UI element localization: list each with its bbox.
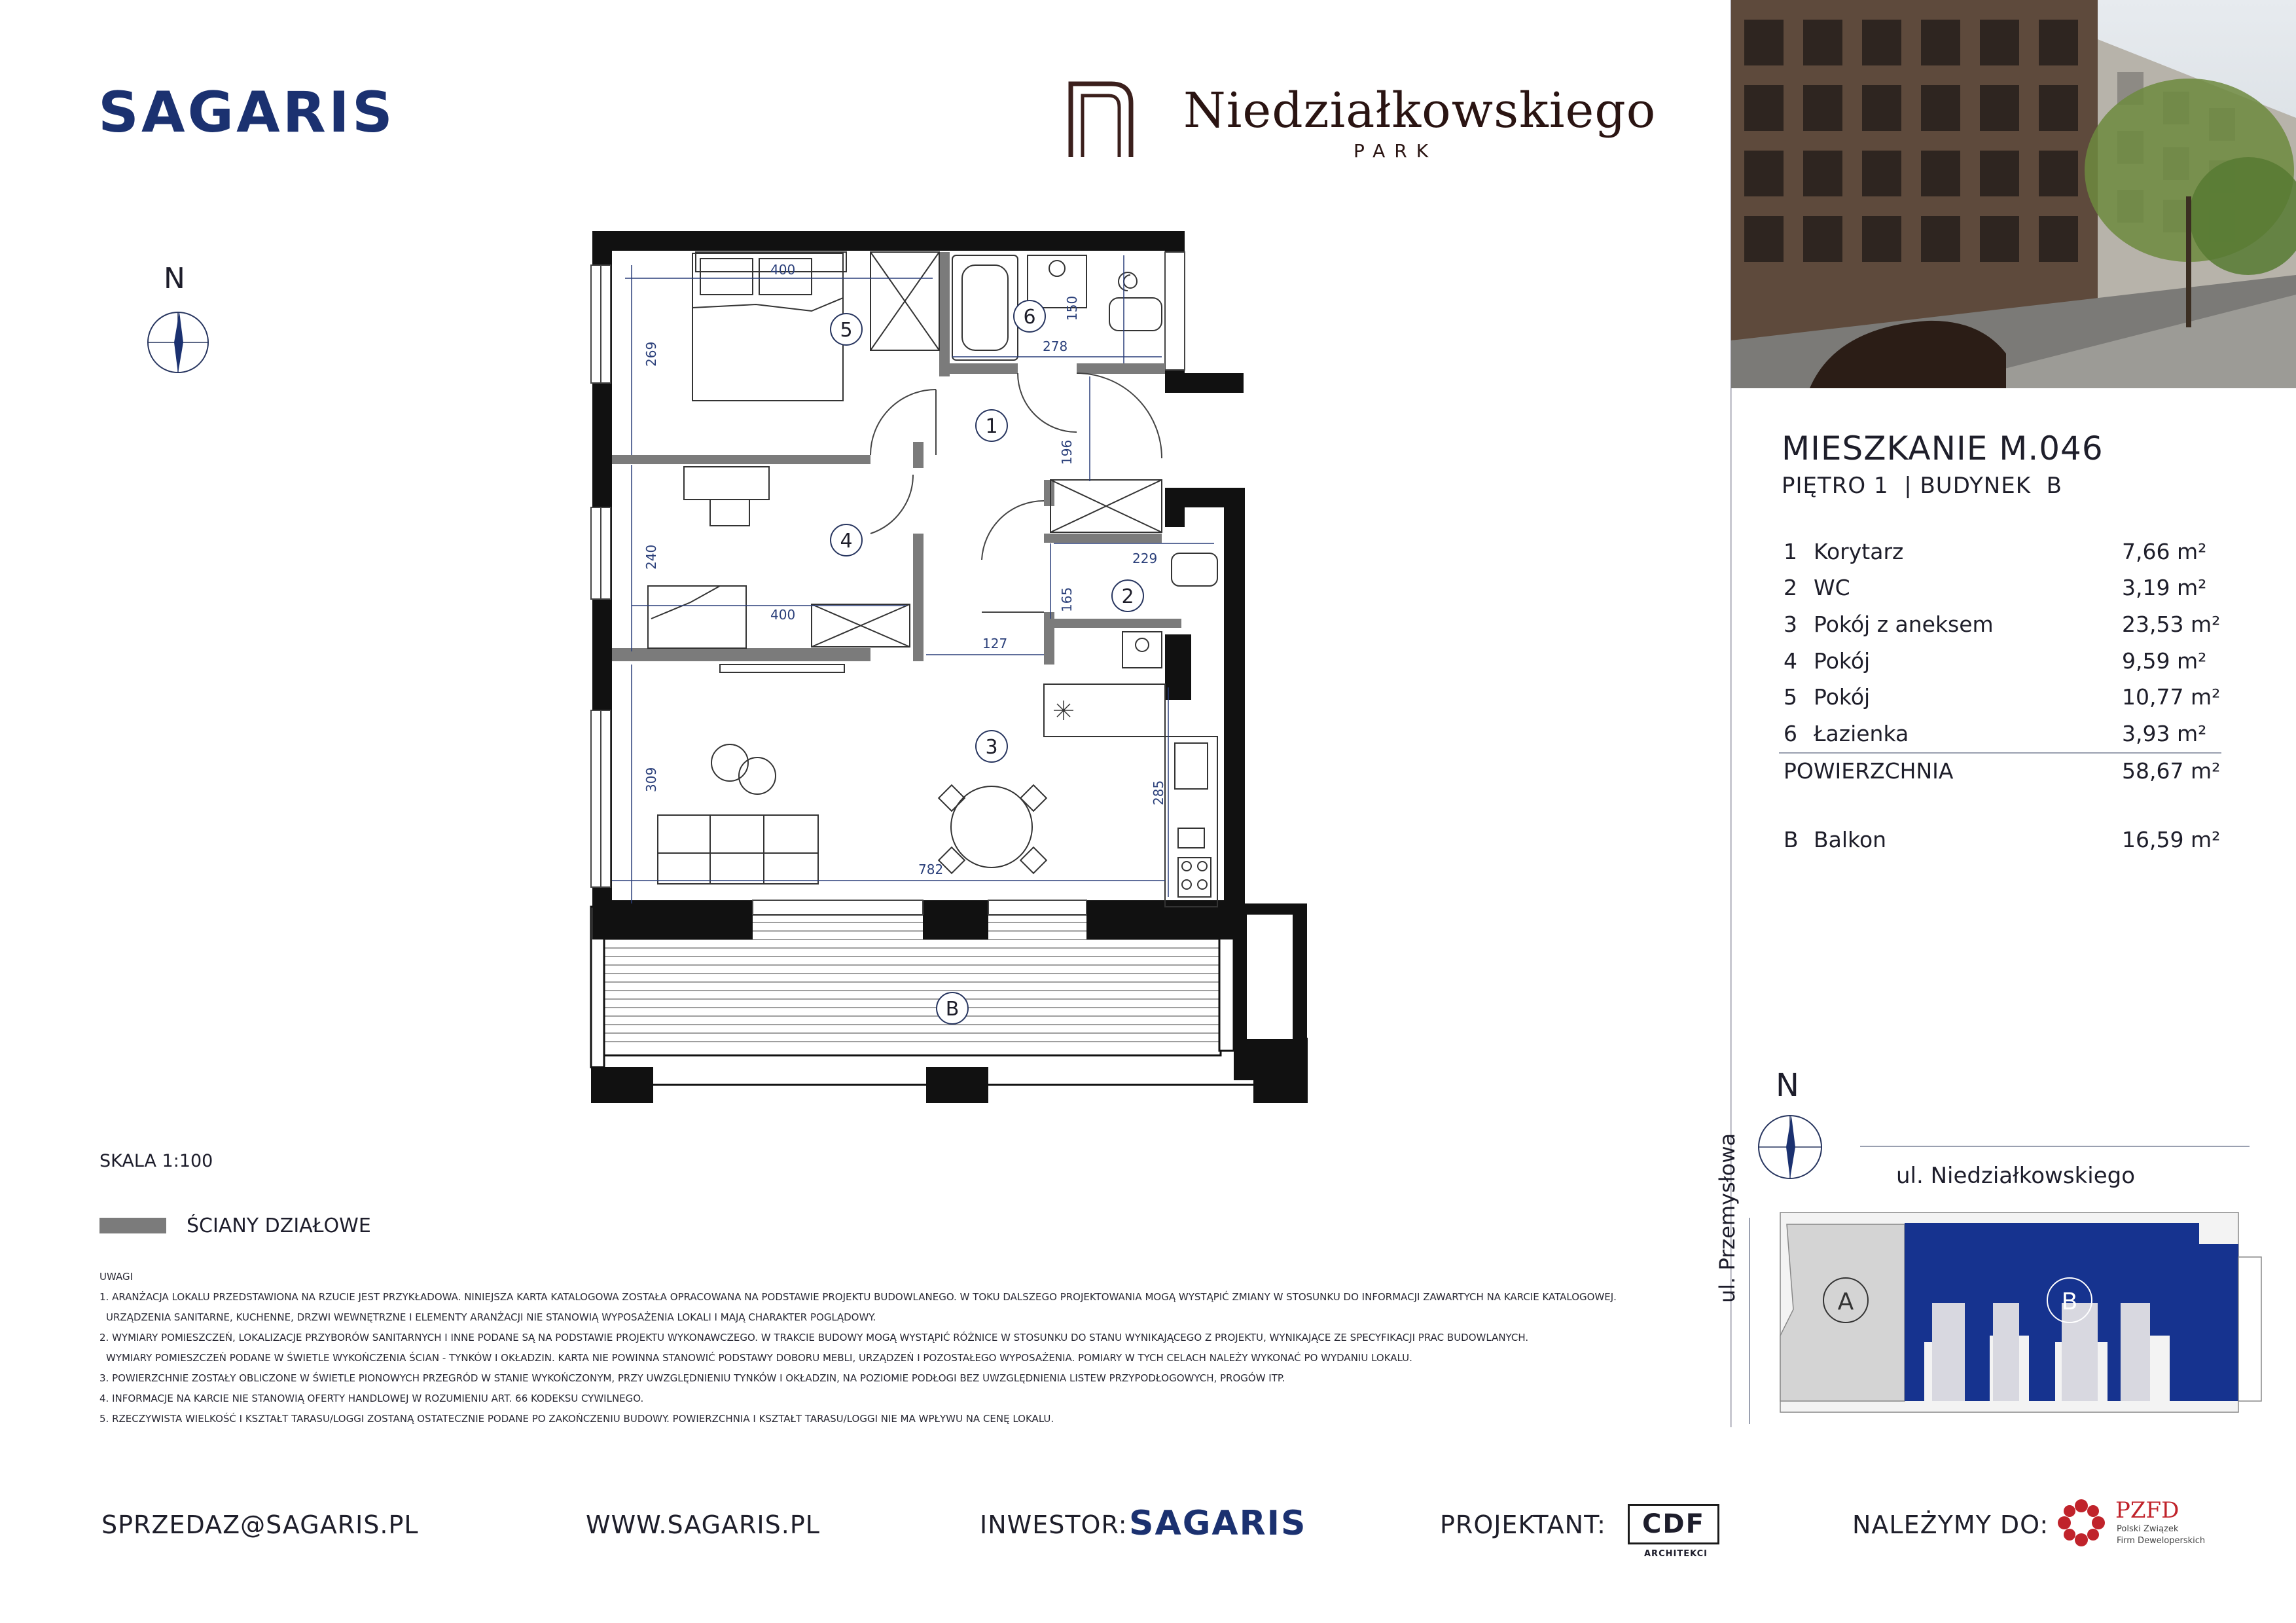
notes-title: UWAGI [99,1271,134,1283]
svg-text:6: 6 [1023,306,1036,329]
dimension-labels [643,262,1166,877]
svg-text:2: 2 [1121,585,1134,608]
scale-label: SKALA 1:100 [99,1151,213,1171]
svg-text:278: 278 [1043,338,1068,354]
room-area: 23,53 m² [2122,611,2221,637]
site-north-label: N [1776,1067,1799,1104]
total-area: 58,67 m² [2122,758,2221,784]
svg-text:400: 400 [770,607,796,623]
room-area: 3,19 m² [2122,575,2207,600]
project-logo [1066,77,1657,162]
svg-text:269: 269 [643,341,659,367]
note-line: 4. INFORMACJE NA KARCIE NIE STANOWIĄ OFERTY HANDLOWEJ W ROZUMIENIU ART. 66 KODEKSU CYWILNEGO. [99,1393,644,1404]
site-map [1767,1205,2284,1421]
svg-text:285: 285 [1151,780,1166,805]
svg-text:3: 3 [985,736,998,759]
site-road-line [1860,1146,2250,1147]
site-road-left-line [1749,1218,1750,1424]
svg-text:1: 1 [985,415,998,438]
sagaris-logo[interactable]: SAGARIS [98,80,395,145]
room-number: 5 [1784,684,1797,710]
note-line: 2. WYMIARY POMIESZCZEŃ, LOKALIZACJE PRZYBORÓW SANITARNYCH I INNE PODANE SĄ NA PODSTAWIE PROJEKTU WYKONAWCZEGO. W TRAKCIE BUDOWY MOGĄ WYSTĄPIĆ RÓŻNICE W STOSUNKU DO STANU WYNIKAJĄCEGO Z PROJEKTU, WYNIKAJĄCE ZE SPECYFIKACJI PRAC BUDOWLANYCH. [99,1332,1529,1343]
room-name: WC [1814,575,1850,600]
pzfd-logo-text: PZFD [2115,1497,2179,1523]
note-line: 3. POWIERZCHNIE ZOSTAŁY OBLICZONE W ŚWIETLE PIONOWYCH PRZEGRÓD W STANIE WYKOŃCZONYM, PRZY UWZGLĘDNIENIU TYNKÓW I OKŁADZIN, NA POZIOMIE PODŁOGI BEZ UWZGLĘDNIENIA LISTEW PRZYPODŁOGOWYCH, PROGÓW ITP. [99,1372,1285,1384]
balcony-name: Balkon [1814,827,1887,852]
apartment-subtitle: PIĘTRO 1 | BUDYNEK B [1782,473,2062,499]
svg-text:309: 309 [643,767,659,792]
room-area: 10,77 m² [2122,684,2221,710]
svg-text:127: 127 [982,636,1008,651]
building-photo [1731,0,2296,388]
room-name: Pokój [1814,684,1871,710]
room-number: 1 [1784,539,1797,564]
kitchen [1044,684,1217,907]
svg-text:196: 196 [1059,439,1075,465]
street-left-label: ul. Przemysłowa [1715,1133,1740,1303]
note-line: URZĄDZENIA SANITARNE, KUCHENNE, DRZWI WEWNĘTRZNE I ELEMENTY ARANŻACJI NIE STANOWIĄ WYPOSAŻENIA LOKALI I MAJĄ CHARAKTER POGLĄDOWY. [106,1311,876,1323]
pzfd-emblem-icon [2055,1497,2108,1549]
room-area: 3,93 m² [2122,721,2207,746]
email-link[interactable]: SPRZEDAZ@SAGARIS.PL [101,1510,419,1539]
building-b-label: B [2061,1288,2078,1315]
svg-text:B: B [945,998,960,1021]
walls-legend-label: ŚCIANY DZIAŁOWE [187,1214,371,1237]
designer-label: PROJEKTANT: [1440,1510,1606,1539]
room-name: Pokój z aneksem [1814,611,1994,637]
room-area: 9,59 m² [2122,648,2207,674]
note-line: 1. ARANŻACJA LOKALU PRZEDSTAWIONA NA RZUCIE JEST PRZYKŁADOWA. NINIEJSZA KARTA KATALOGOWA ZOSTAŁA OPRACOWANA NA PODSTAWIE PROJEKTU BUDOWLANEGO. W TOKU DALSZEGO PROJEKTOWANIA MOGĄ WYSTĄPIĆ ZMIANY W STOSUNKU DO INFORMACJI ZAWARTYCH NA KARCIE KATALOGOWEJ. [99,1291,1617,1303]
svg-text:400: 400 [770,262,796,278]
balcony-no: B [1784,827,1799,852]
floor-plan [586,226,1312,1106]
room-number: 6 [1784,721,1797,746]
svg-text:150: 150 [1064,295,1080,321]
bed-room-5 [692,252,939,401]
street-top-label: ul. Niedziałkowskiego [1896,1163,2136,1189]
svg-text:782: 782 [918,862,944,877]
room-name: Łazienka [1814,721,1909,746]
svg-text:5: 5 [840,319,853,342]
member-label: NALEŻYMY DO: [1852,1510,2049,1539]
designer-logo-sub: ARCHITEKCI [1644,1549,1708,1559]
plan-compass-icon [145,310,211,375]
project-name: Niedziałkowskiego [1183,82,1657,139]
investor-logo: SAGARIS [1129,1504,1307,1543]
svg-text:229: 229 [1132,551,1158,566]
note-line: WYMIARY POMIESZCZEŃ PODANE W ŚWIETLE WYKOŃCZENIA ŚCIAN - TYNKÓW I OKŁADZIN. KARTA NIE POWINNA STANOWIĆ PODSTAWY DOBORU MEBLI, URZĄDZEŃ I POZOSTAŁEGO WYPOSAŻENIA. POMIARY W TYCH CELACH NALEŻY WYKONAĆ PO WYDANIU LOKALU. [106,1352,1412,1364]
total-divider [1779,752,2221,754]
project-subname: PARK [1354,140,1438,162]
room-name: Pokój [1814,648,1871,674]
pzfd-logo-sub1: Polski Związek [2117,1524,2179,1534]
svg-text:4: 4 [840,530,853,553]
plan-north-label: N [164,262,185,295]
apartment-title: MIESZKANIE M.046 [1782,429,2104,467]
room-number: 4 [1784,648,1797,674]
project-logo-mark-icon [1066,77,1138,162]
note-line: 5. RZECZYWISTA WIELKOŚĆ I KSZTAŁT TARASU/LOGGI ZOSTANĄ OSTATECZNIE PODANE PO ZAKOŃCZENIU BUDOWY. POWIERZCHNIA I KSZTAŁT TARASU/LOGGI NIE MA WPŁYWU NA CENĘ LOKALU. [99,1413,1054,1425]
room-number: 2 [1784,575,1797,600]
building-a-label: A [1837,1288,1854,1315]
living-furniture [658,665,1047,884]
svg-text:240: 240 [643,544,659,570]
notes [99,1267,1683,1429]
designer-logo [1628,1504,1719,1544]
room-name: Korytarz [1814,539,1904,564]
investor-label: INWESTOR: [980,1510,1128,1539]
site-compass-icon [1756,1113,1825,1182]
room-number: 3 [1784,611,1797,637]
balcony-area: 16,59 m² [2122,827,2221,852]
total-label: POWIERZCHNIA [1784,758,1954,784]
walls-legend-swatch [99,1218,166,1233]
website-link[interactable]: WWW.SAGARIS.PL [586,1510,820,1539]
pzfd-logo-sub2: Firm Deweloperskich [2117,1536,2206,1546]
designer-logo-text: CDF [1642,1509,1705,1539]
svg-text:165: 165 [1059,587,1075,612]
room-area: 7,66 m² [2122,539,2207,564]
